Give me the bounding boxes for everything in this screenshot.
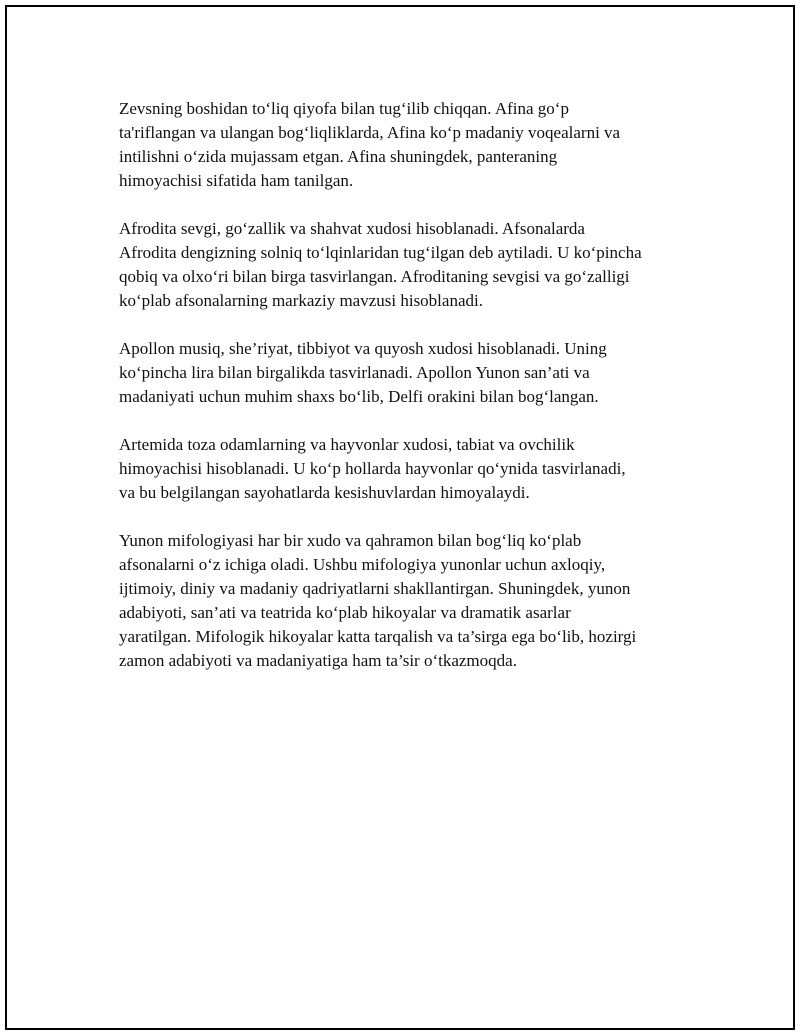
paragraph-apollon: Apollon musiq, she’riyat, tibbiyot va quyosh xudosi hisoblanadi. Uning ko‘pincha lira bilan birgalikda tasvirlanadi. Apollon Yunon san’ati va madaniyati uchun muhim shaxs bo‘lib, Delfi orakini bilan bog‘langan. xyxy=(119,339,607,406)
paragraph-mifologiya: Yunon mifologiyasi har bir xudo va qahramon bilan bog‘liq ko‘plab afsonalarni o‘z ichiga oladi. Ushbu mifologiya yunonlar uchun axloqiy, ijtimoiy, diniy va madaniy qadriyatlarni shakllantirgan. Shuningdek, yunon adabiyoti, san’ati va teatrida ko‘plab hikoyalar va dramatik asarlar yaratilgan. Mifologik hikoyalar katta tarqalish va ta’sirga ega bo‘lib, hozirgi zamon adabiyoti va madaniyatiga ham ta’sir o‘tkazmoqda. xyxy=(119,531,637,670)
document-body xyxy=(119,97,699,697)
paragraph-afrodita: Afrodita sevgi, go‘zallik va shahvat xudosi hisoblanadi. Afsonalarda Afrodita dengizning solniq to‘lqinlaridan tug‘ilgan deb aytiladi. U ko‘pincha qobiq va olxo‘ri bilan birga tasvirlangan. Afroditaning sevgisi va go‘zalligi ko‘plab afsonalarning markaziy mavzusi hisoblanadi. xyxy=(119,219,642,310)
paragraph-artemida: Artemida toza odamlarning va hayvonlar xudosi, tabiat va ovchilik himoyachisi hisoblanadi. U ko‘p hollarda hayvonlar qo‘ynida tasvirlanadi, va bu belgilangan sayohatlarda kesishuvlardan himoyalaydi. xyxy=(119,435,626,502)
document-page xyxy=(5,5,795,1030)
paragraph-afina: Zevsning boshidan to‘liq qiyofa bilan tug‘ilib chiqqan. Afina go‘p ta'riflangan va ulangan bog‘liqliklarda, Afina ko‘p madaniy voqealarni va intilishni o‘zida mujassam etgan. Afina shuningdek, panteraning himoyachisi sifatida ham tanilgan. xyxy=(119,99,621,190)
